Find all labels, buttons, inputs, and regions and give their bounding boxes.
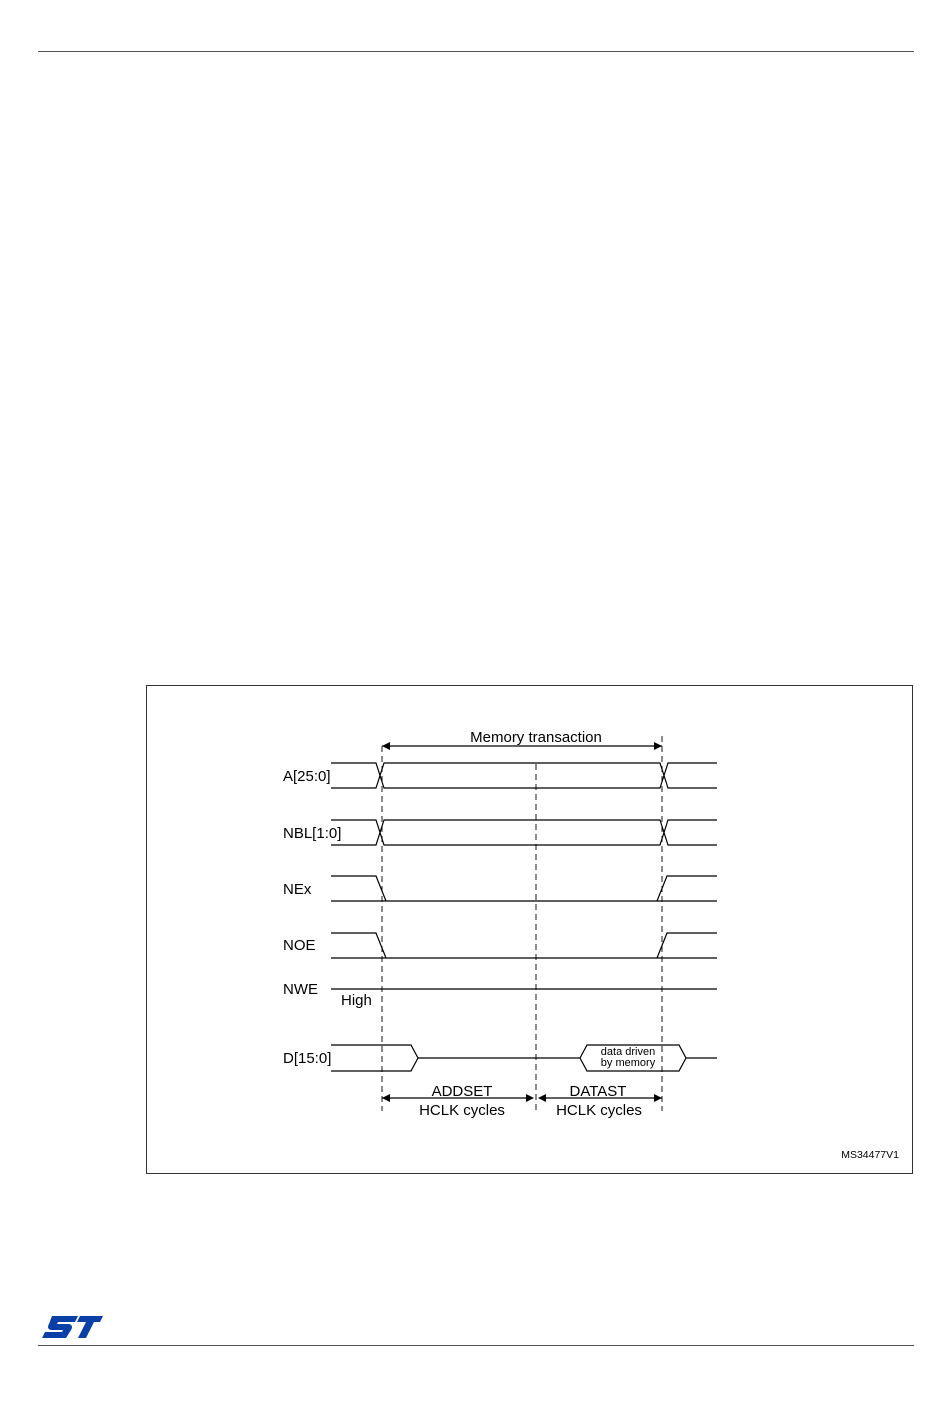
arrowhead-icon	[654, 1094, 662, 1102]
arrowhead-icon	[526, 1094, 534, 1102]
timing-diagram	[147, 686, 914, 1175]
signal-label-noe: NOE	[283, 937, 316, 954]
signal-noe-waveform	[331, 933, 717, 958]
arrowhead-icon	[654, 742, 662, 750]
data-note-line1: data driven	[600, 1046, 656, 1058]
figure-id: MS34477V1	[841, 1149, 899, 1161]
signal-label-a: A[25:0]	[283, 768, 331, 785]
timing-diagram-frame	[146, 685, 913, 1174]
arrowhead-icon	[538, 1094, 546, 1102]
signal-label-nbl: NBL[1:0]	[283, 825, 342, 842]
signal-nbl-waveform	[331, 820, 717, 845]
header-rule	[38, 51, 914, 52]
signal-label-nex: NEx	[283, 881, 312, 898]
signal-a-waveform	[331, 763, 717, 788]
footer-rule	[38, 1345, 914, 1346]
phase-datast-label: DATAST	[569, 1083, 627, 1100]
signal-d-waveform	[331, 1045, 717, 1071]
data-note-line2: by memory	[600, 1057, 656, 1069]
phase-addset-sublabel: HCLK cycles	[419, 1102, 505, 1119]
nwe-high-note: High	[341, 992, 372, 1009]
signal-label-d: D[15:0]	[283, 1050, 332, 1067]
st-logo-icon	[40, 1314, 104, 1340]
signal-nex-waveform	[331, 876, 717, 901]
arrowhead-icon	[382, 1094, 390, 1102]
transaction-label: Memory transaction	[470, 729, 602, 746]
signal-label-nwe: NWE	[283, 981, 318, 998]
arrowhead-icon	[382, 742, 390, 750]
phase-datast-sublabel: HCLK cycles	[556, 1102, 642, 1119]
phase-addset-label: ADDSET	[431, 1083, 493, 1100]
